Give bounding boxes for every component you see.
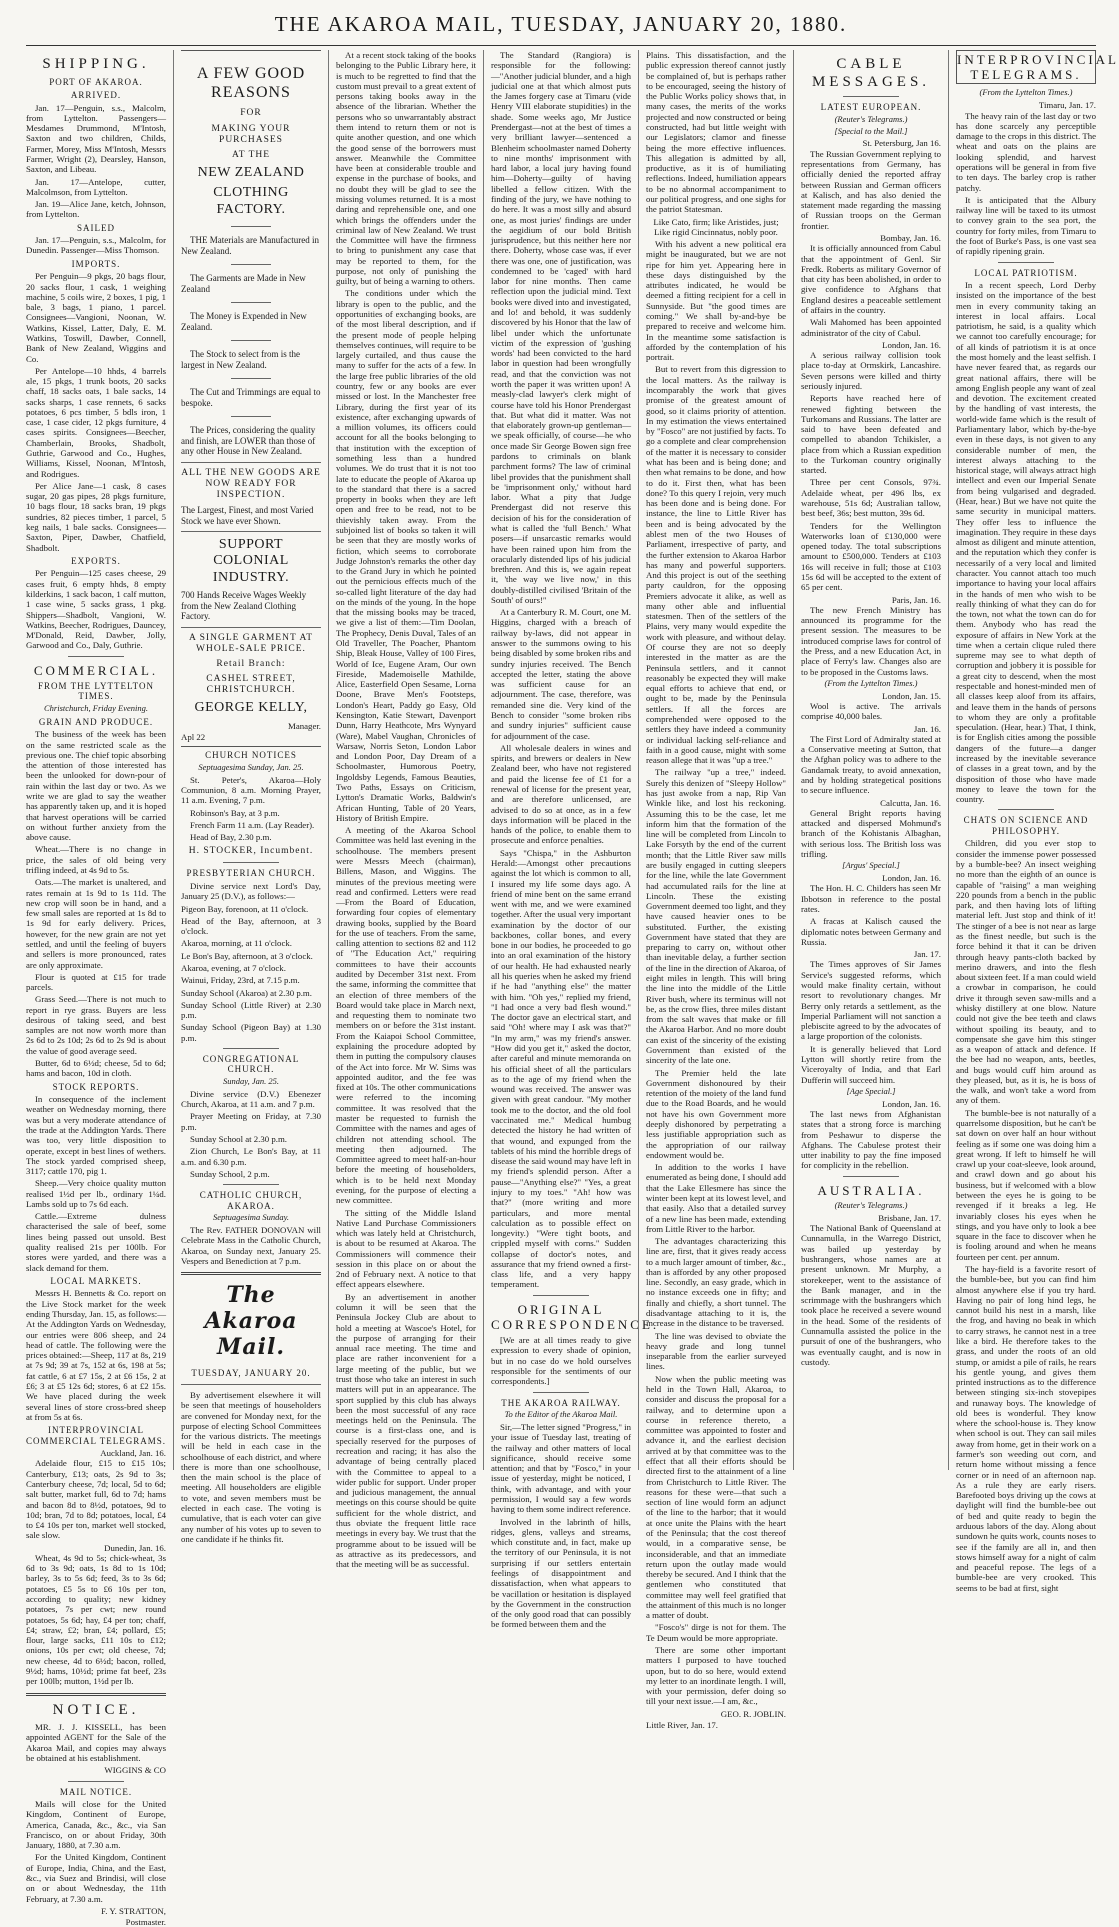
ad-reason: The Cut and Trimmings are equal to bespoke. [181, 387, 321, 408]
church-date: Septuagesima Sunday. [212, 1212, 290, 1223]
cable-paragraph: Three per cent Consols, 97¾. Adelaide wheat, per 496 lbs, ex warehouse, 51s 6d; Australian tallow, best beef, 36s; best mutton, 39s 6d. [801, 477, 941, 519]
stock-heading: STOCK REPORTS. [52, 1081, 140, 1092]
divider [223, 1048, 279, 1049]
newspaper-flag: The Akaroa Mail. [204, 1282, 298, 1360]
divider [843, 1176, 899, 1177]
local-patriotism-heading: LOCAL PATRIOTISM. [974, 267, 1078, 278]
mail-paragraph: Mails will close for the United Kingdom, Continent of Europe, America, Canada, &c., &c., via San Francisco, on or about Friday, 30th January, 1880, at 7.30 a.m. [26, 1799, 166, 1851]
masthead: THE AKAROA MAIL, TUESDAY, JANUARY 20, 1880. [26, 12, 1096, 46]
presbyterian-heading: PRESBYTERIAN CHURCH. [186, 868, 316, 879]
ad-goods: ALL THE NEW GOODS ARE NOW READY FOR INSPECTION. [181, 467, 321, 500]
ad-manager-name: GEORGE KELLY, [194, 700, 308, 716]
dateline: Jan. 16. [913, 723, 941, 734]
ad-goods-text: The Largest, Finest, and most Varied Stock we have ever Shown. [181, 505, 314, 526]
article-paragraph: Children, did you ever stop to consider the immense power possessed by a bumble-bee? An insect weighing no more than the eighth of an ounce is capable of "raising" a man weighing 220 pounds from a bench in the public park, and then having lots of lifting material left. Just stop and think of it! The stinger of a bee is not near as large as the finest needle, but such is the force behind it that it can be driven through heavy pants-cloth backed by merino drawers, and into the flesh about sixteen feet. If a man could wield a crowbar in comparison, he could drive it through seven saw-mills and a whisky distillery at one blow. Nature could not give the bee teeth and claws without spoiling its beauty, and to compensate she gave him this stinger as a weapon of attack and defence. If the bee had no weapon, ants, beetles, and bugs would cuff him around as they pleased, but, as it is, he is boss of the walk, and won't take a word from any of them. [956, 838, 1096, 1106]
notice-signature: WIGGINS & CO [104, 1765, 166, 1776]
article-paragraph: The sitting of the Middle Island Native Land Purchase Commissioners which was lately held at Christchurch, is about to be resumed at Akaroa. The Commissioners will commence their session in this place on or about the 2nd of February next. A notice to that effect appears elsewhere. [336, 1207, 476, 1290]
letter-paragraph: With his advent a new political era might be inaugurated, but we are not ripe for him yet. Appearing here in these days distinguished by the attributes indicated, he would be deemed a fitting recipient for a cell in Sunnyside. But "the good times are coming." We shall by-and-bye be prepared to receive and welcome him. In the meantime some satisfaction is afforded by the contemplation of his portrait. [646, 239, 786, 363]
postmaster-title: Postmaster. [125, 1917, 166, 1927]
church-entry: Head of the Bay, afternoon, at 3 o'clock. [181, 915, 321, 937]
article-paragraph: All wholesale dealers in wines and spirits, and brewers or dealers in New Zealand beer, who have not registered and paid the license fee of £1 for a renewal of license for the present year, and are therefore unlicensed, are advised to do so at once, as in a few days information will be placed in the hands of the police, to enable them to prosecute and enforce penalties. [491, 742, 631, 846]
ad-text: FOR [240, 108, 262, 119]
commercial-dateline: Christchurch, Friday Evening. [43, 702, 149, 713]
church-date: Septuagesima Sunday, Jan. 25. [198, 761, 304, 772]
dateline: London, Jan. 15. [882, 690, 941, 701]
column-6 [793, 50, 948, 1470]
cable-paragraph: The Russian Government replying to representations from Germany, has officially denied the reported affray between Russian and German officers at Kalisch, and has also denied the statement made regarding the massing of Russian troops on the German frontier. [801, 148, 941, 231]
local-markets-paragraph: Messrs H. Bennetts & Co. report on the Live Stock market for the week ending Thursday, Jan. 15, as follows:—At the Addington Yards on Wednesday, our entries were 806 sheep, and 24 head of cattle. The following were the prices obtained:—Sheep, 117 at 8s, 219 at 7s 9d; 39 at 7s, 152 at 6s, 198 at 5s; fat cattle, 6 at £7 15s, 2 at £6 15s, 2 at £6; 3 at £5 12s 6d; stores, 6 at £2 15s. We have placed during the week several lines of store cross-bred sheep at from 5s at 6s. [26, 1288, 166, 1422]
divider [998, 809, 1054, 810]
dateline: Dunedin, Jan. 16. [104, 1542, 166, 1553]
article-paragraph: The conditions under which the library is open to the public, and the opportunities of exchanging books, are of the most liberal description, and if the present mode of people helping themselves continues, will require to be largely curtailed, and thus cause the many to suffer for the acts of a few. In the large free public libraries of the old country, few or any books are ever missed or lost. In the Manchester free Library, during the first year of its existence, after exchanging upwards of a million volumes, its officers could account for all the books belonging to that institution with the exception of something less than a hundred volumes. We do trust that it is not too late to educate the people of Akaroa up to the standard that there is a sacred property in books when they are left open and free to be read, not to be thievishly taken away. From the subjoined list of books so taken it will be seen that they are mostly works of fiction, which seems to corroborate Judge Johnston's remarks the other day to the Grand Jury in which he pointed out the pernicious effects much of the so-called light literature of the day had on the minds of the young. In the hope that the missing books may be traced, we give a list of them:—Tim Doolan, The Prophecy, Denis Duval, Tales of an Old Traveller, The Poacher, Phantom Ship, Bleak House, Valley of 100 Fires, World of Ice, Eugene Aram, Our own Fireside, Mademoiselle Mathilde, Alice, Easterfield Open Sesame, Lorna Doone, Brave Men's Footsteps, London's Heart, Paddy go Easy, Old Kensington, Katie Stewart, Davenport Dunn, Harry Heathcote, Mrs Wynyard (Ware), Mabel Vaughan, Chronicles of Warsaw, Norris Seton, London Labor and London Poor, Day Dream of a Schoolmaster, Humorous Poetry, Ingoldsby Legends, Famous Beauties, Two Paths, Essays on Criticism, Lytton's Dramatic Works, Baldwin's African Hunting, Table of 20 Years, History of British Empire. [336, 288, 476, 823]
ad-single: A SINGLE GARMENT AT WHOLE-SALE PRICE. [188, 632, 314, 654]
divider [68, 656, 124, 657]
church-entry: Sunday School (Little River) at 2.30 p.m. [181, 999, 321, 1021]
divider [231, 226, 271, 227]
telegram-paragraph: It is anticipated that the Albury railway line will be taxed to its utmost to convey grain to the sea port, the country for forty miles, from Timaru to the foot of Burke's Pass, is one vast sea of rapidly ripening grain. [956, 194, 1096, 257]
letter-paragraph: The railway "up a tree," indeed. Surely this denizen of "Sleepy Hollow" has just awoke from a nap, Rip Van Winkle like, and lost his reckoning. Assuming this to be the case, let me inform him that the formation of the line will be completed from Lincoln to Lake Forsyth by the end of the current month; that the Little River saw mills are busily engaged in cutting sleepers for the line, while the late Government had accumulated rails for the line at Lincoln. These the existing Government deemed too light, and they have caused heavier ones to be substituted. Further, the existing Government have stated that they are preparing to carry on, without other than inevitable delay, a further section of the line in the direction of Akaroa, of eight miles in length. This will bring the line into the middle of the Little River bush, where its terminus will not be, as the crow flies, three miles distant from the salt waves that make or fill the Akaroa Harbor. And no more doubt can exist of the sincerity of the existing Government than existed of the sincerity of the late one. [646, 767, 786, 1066]
grain-paragraph: Butter, 6d to 6½d; cheese, 5d to 6d; hams and bacon, 10d in cloth. [26, 1058, 166, 1079]
double-rule [181, 1272, 321, 1275]
column-5 [638, 50, 793, 1730]
divider [998, 262, 1054, 263]
ad-reason: The Garments are Made in New Zealand [181, 273, 306, 294]
port-heading: PORT OF AKAROA. [49, 76, 143, 87]
cable-paragraph: The National Bank of Queensland at Cunnamulla, in the Warrego District, was bailed up yesterday by bushrangers, whose names are at present unknown. Mr Murphy, a storekeeper, went to the assistance of the Bank manager, and in the scrimmage with the bushrangers which took place he received a severe wound in the head. Some of the residents of Cunnamulla assisted the police in the pursuit of one of the bushrangers, who was eventually caught, and is now in custody. [801, 1223, 941, 1367]
ad-hands: 700 Hands Receive Wages Weekly from the New Zealand Clothing Factory. [181, 590, 307, 622]
dateline: Paris, Jan. 16. [891, 594, 941, 605]
letter-paragraph: Now when the public meeting was held in the Town Hall, Akaroa, to consider and discuss the proposal for a railway, and to determine upon a course in reference thereto, a committee was appointed to foster and advance it, and the earliest decision arrived at by that committee was to the effect that all their efforts should be directed first to the attainment of a line from Christchurch to Little River. The reasons for these were—that such a section of line would form an adjunct of the line to the harbor; that it would at once unite the Plains with the heart of the Peninsula; that the cost thereof would, in a comparative sense, be inconsiderable, and that an immediate return upon the outlay made would thereby be secured. And I think that the gentlemen who constituted that committee may well feel gratified that the attainment of this much is no longer a matter of doubt. [646, 1373, 786, 1621]
ad-support: SUPPORT COLONIAL INDUSTRY. [212, 537, 290, 585]
cable-paragraph: It is generally believed that Lord Lytton will shortly retire from the Viceroyalty of India, and that Earl Dufferin will succeed him. [801, 1043, 941, 1085]
correspondence-heading: ORIGINAL CORRESPONDENCE. [491, 1301, 660, 1332]
church-entry: Divine service next Lord's Day, January 25 (D.V.), as follows:— [181, 880, 321, 902]
cable-paragraph: A fracas at Kalisch caused the diplomatic notes between Germany and Russia. [801, 916, 941, 947]
ad-text: MAKING YOUR PURCHASES [211, 123, 291, 145]
divider [223, 862, 279, 863]
dateline: London, Jan. 16. [882, 873, 941, 884]
interprovincial-commercial-heading: INTERPROVINCIAL COMMERCIAL TELEGRAMS. [26, 1425, 167, 1446]
notice-heading: NOTICE. [52, 1701, 140, 1718]
divider [231, 378, 271, 379]
church-entry: Le Bon's Bay, afternoon, at 3 o'clock. [181, 950, 313, 961]
church-entry: Akaroa, morning, at 11 o'clock. [181, 938, 292, 949]
church-entry: The Rev. FATHER DONOVAN will Celebrate Mass in the Catholic Church, Akaroa, on Sunday next, January 25. Vespers and Benediction at 7 p.m. [181, 1225, 321, 1266]
letter-paragraph: Involved in the labrinth of hills, ridges, glens, valleys and streams, which constitute and, in fact, make up the territory of our Peninsula, it is not surprising if our settlers entertain feelings of disappointment and dissatisfaction, when what appears to be vacillation or hesitation is displayed by the Government in the construction of the only good road that can possibly be formed between them and the [491, 1516, 631, 1630]
import-entry: Per Alice Jane—1 cask, 8 cases sugar, 20 gas pipes, 28 pkgs furniture, 10 bags flour, 18 sacks bran, 19 pkgs sundries, 82 pieces timber, 1 parcel, 5 keg nails, 1 bale sacks. Consignees—Saxton, Piper, Dawber, Chatfield, Shadbolt. [26, 480, 166, 553]
church-notices-heading: CHURCH NOTICES [205, 750, 297, 761]
column-2 [173, 50, 328, 1544]
source-line: (From the Lyttelton Times.) [824, 677, 918, 688]
cable-paragraph: Wali Mahomed has been appointed administrator of the city of Cabul. [801, 317, 941, 338]
grain-paragraph: Oats.—The market is unaltered, and rates remain at 1s 9d to 1s 11d. The new crop will soon be in hand, and a few small sales are reported at 1s 8d to 1s 9d for early delivery. Prices, however, for the new grain are not yet settled, and until the feeling of buyers and sellers is more pronounced, rates are only approximate. [26, 877, 166, 970]
church-entry: Zion Church, Le Bon's Bay, at 11 a.m. and 6.30 p.m. [181, 1146, 321, 1167]
article-paragraph: At a recent stock taking of the books belonging to the Public Library here, it is much to be regretted to find that the custom must prevail to a great extent of persons taking books away in the absence of the librarian. Whether the persons who so unwarrantably abstract them intend to return them or not is quite another question, and one which the good sense of the borrowers must answer. Meanwhile the Committee have been at considerable trouble and expense in the purchase of books, and no doubt they will be glad to see the missing volumes returned. It is a most daring and reprehensible one, and one which brings the offenders under the criminal law of New Zealand. We trust the Committee will have the firmness to bring to punishment any case that may be reported to them, for the purpose, not only of punishing the guilty, but of being a warning to others. [336, 50, 476, 287]
catholic-heading: CATHOLIC CHURCH, AKAROA. [199, 1190, 303, 1211]
church-entry: Sunday School at 2.30 p.m. [190, 1134, 288, 1145]
article-paragraph: The Standard (Rangiora) is responsible for the following:—"Another judicial blunder, and a high judicial one at that which almost puts the James forgery case at Timaru (vide Henry VIII elaborate stupidities) in the shade. Some weeks ago, Mr Justice Prendergast—not at the best of times a very brilliant lawyer—sentenced a Blenheim schoolmaster named Doherty to nine months' imprisonment with hard labor, a local jury having found him—Doherty—guilty of having libelled a fellow citizen. With the finding of the jury, we have nothing to do here. It was a most silly and absurd one, as most juries' findings are under the aegidium of our bold British jurisprudence, but this neither here nor there. Doherty, whose case was, if ever there was one, one of justification, was condemned to be 'caged' with hard labor for nine months. Then came reflection upon the judicial mind. Text books were dived into and investigated, and lo! and behold, it was suddenly discovered by his Honor that the law of libel under which the unfortunate victim of the expression of 'gushing words' had been convicted to the hard labor in question had been wrongfully read, and that the conviction was not worth the paper it was written upon! A measly-clad lawyer's clerk might of course have told his Honor Prendergast that. But what did it matter. Was not that elaborately grown-up gentleman—we speak officially, of course—he who once made Sir George Bowen sign free pardons to criminals on blank parchment forms? The law of criminal libel provides that the punishment shall be 'imprisonment only,' without hard labor. What a pity that Judge Prendergast did not reserve this decision of his for the consideration of what is called the 'full Bench.' What posers—if unsarcastic remarks would have been rained upon him from the oracularly distended lips of his judicial brethren. And this is, we again repeat it, 'the way we live now,' in this doubly-distilled civilised 'Britain of the South' of ours!" [491, 50, 631, 605]
dateline: Calcutta, Jan. 16. [880, 797, 941, 808]
dateline: Bombay, Jan. 16. [880, 233, 941, 244]
export-entry: Per Penguin—125 cases cheese, 29 cases fruit, 6 empty hhds, 8 empty kilderkins, 1 sack bacon, 1 calf mutton, 1 case wine, 5 sacks grass, 1 pkg. Shippers—Shadbolt, Vangioni, W. Watkins, Beecher, Rodrigues, Dauncey, M'Donald, Reid, Dawber, Jolly, Garwood and Co., Daly, Guthrie. [26, 568, 166, 651]
ad-reason: The Prices, considering the quality and finish, are LOWER than those of any other House in New Zealand. [181, 425, 316, 457]
leader-paragraph: By advertisement elsewhere it will be seen that meetings of householders are convened for Monday next, for the purpose of electing School Committees for the various districts. The meetings will be held in each case in the schoolhouse of each district, and where there is more than one schoolhouse, then the main school is the place of meeting. All householders are eligible to vote, and seven members must be elected in each case. The voting is cumulative, that is each voter can give any number of his votes up to seven to one candidate if he thinks fit. [181, 1389, 321, 1544]
grain-heading: GRAIN AND PRODUCE. [38, 716, 154, 727]
letter-paragraph: Sir,—The letter signed "Progress," in your issue of Tuesday last, treating of the railway and other matters of local significance, should receive some attention; and that by "Fosco," in your issue of yesterday, might be noticed, I think, with advantage, and with your permission, I would say a few words having to them some indirect reference. [491, 1422, 631, 1515]
ad-date: Apl 22 [181, 731, 206, 742]
cable-paragraph: The last news from Afghanistan states that a strong force is marching from Peshawur to disperse the Afghans. The Cabulese protest their utter inability to pay the fine imposed for complicity in the rebellion. [801, 1109, 941, 1171]
edition-date: TUESDAY, JANUARY 20. [191, 1368, 311, 1379]
mail-paragraph: For the United Kingdom, Continent of Europe, India, China, and the East, &c., via Suez and Brindisi, will close on or about Wednesday, the 11th February, at 7.30 a.m. [26, 1852, 166, 1904]
divider [181, 1384, 321, 1385]
church-entry: French Farm 11 a.m. (Lay Reader). [190, 819, 315, 830]
cable-paragraph: The Hon. H. C. Childers has seen Mr Ibbotson in reference to the postal rates. [801, 883, 941, 915]
divider [68, 1781, 124, 1782]
postmaster-name: F. Y. STRATTON, [101, 1905, 166, 1916]
divider [231, 264, 271, 265]
double-rule [26, 1693, 166, 1696]
ad-reason: The Money is Expended in New Zealand. [181, 311, 307, 332]
letter-paragraph: The Premier held the late Government dishonoured by their retention of the moiety of the land fund due to the Road Boards, and he would not have his own Government more deeply dishonored by perpetrating a less justifiable appropriation such as the appropriation of our railway endowment would be. [646, 1067, 786, 1160]
arrived-label: ARRIVED. [70, 90, 122, 101]
letter-paragraph: But to revert from this digression to the local matters. As the railway is incomparably the work that gives promise of the greatest amount of good, so it claims priority of attention. In my estimation the views entertained by "Fosco" are not justified by facts. To go a complete and clear comprehension of the matter it is necessary to consider what has been and is being done; and then what remains to be done, and how to do it. First then, what has been done? To this query I rejoin, very much has been done and is being done. For instance, the line to Little River has been and is being advocated by the ablest men of the two Houses of Parliament, irrespective of party, and the further extension to Akaroa Harbor has many and powerful supporters. And this project is out of the seething party cauldron, for the opposing Premiers advocate it alike, as well as many other able and influential statesmen. Then of the settlers of the Plains, very many would expedite the work with pleasure, and without delay. Of course they are not so deeply interested in the matter as are the Peninsula settlers, and it cannot reasonably be expected they will make equal efforts to achieve that end, or ought to be, made by the Peninsula settlers. If all the forces are comprehended were opposed to the settlers they have indeed a community or individual lacking self-reliance and faith in a good cause, might with some reason allege that it was "up a tree." [646, 364, 786, 766]
grain-paragraph: Wheat.—There is no change in price, the sales of old being very trifling indeed, at 4s 9d to 5s. [26, 844, 166, 875]
divider [231, 302, 271, 303]
import-entry: Per Penguin—9 pkgs, 20 bags flour, 20 sacks flour, 1 cask, 1 weighing machine, 5 coils wire, 2 boxes, 1 pig, 1 bale, 3 bags, 1 piano, 1 parcel. Consignees—Vangioni, Noonan, W. Watkins, Kissel, Latter, Daly, E. M. Watkins, Toswill, Dawber, Connell, Bank of New Zealand, Wiggins and Co. [26, 271, 166, 364]
church-entry: Prayer Meeting on Friday, at 7.30 p.m. [181, 1111, 321, 1132]
import-entry: Per Antelope—10 hhds, 4 barrels ale, 15 pkgs, 1 trunk boots, 20 sacks chaff, 18 sacks oats, 1 bale sacks, 14 sacks sharps, 1 case rennets, 6 sacks potatoes, 6 pcs timber, 5 bdls iron, 1 case, 1 case cider, 12 pkgs furniture, 4 cases spirits. Consignees—Beecher, Chamberlain, Brooks, Shadbolt, Guthrie, Garwood and Co., Hughes, Williams, Kissel, Noonan, M'Intosh, and Rodrigues. [26, 365, 166, 479]
church-entry: Wainui, Friday, 23rd, at 7.15 p.m. [181, 975, 300, 986]
church-entry: Sunday School (Akaroa) at 2.30 p.m. [181, 987, 312, 998]
church-entry: St. Peter's, Akaroa—Holy Communion, 8 a.m. Morning Prayer, 11 a.m. Evening, 7 p.m. [181, 774, 321, 806]
congregational-heading: CONGREGATIONAL CHURCH. [202, 1053, 300, 1075]
cable-paragraph: Reports have reached here of renewed fighting between the Turkomans and Russians. The latter are said to have been defeated and compelled to abandon Tchikisler, a place from which a Russian expedition to the Turkoman country originally started. [801, 393, 941, 476]
interprovincial-heading: INTERPROVINCIAL TELEGRAMS. [956, 50, 1096, 84]
arrival-entry: Jan. 17—Penguin, s.s., Malcolm, from Lyttelton. Passengers—Mesdames Drummond, M'Intosh, Saxton and two children, Childs, Farmer, Morey, Miss M'Intosh, Messrs Farmer, Wright (2), Dearsley, Hanson, Saxton, and Libeau. [26, 102, 166, 175]
columns [26, 50, 1119, 1927]
latest-european: LATEST EUROPEAN. [820, 102, 922, 113]
mail-notice-heading: MAIL NOTICE. [59, 1786, 133, 1797]
dateline: Jan. 17. [913, 949, 941, 960]
church-entry: Sunday School (Pigeon Bay) at 1.30 p.m. [181, 1022, 321, 1043]
letter-paragraph: The advantages characterizing this line are, first, that it gives ready access to a much larger amount of timber, &c., than is afforded by any other proposed line. Secondly, an easy grade, which in no instance exceeds one in fifty; and finally and chiefly, a short tunnel. The disadvantage attaching to it is, the increase in the distance to be traversed. [646, 1236, 786, 1329]
dateline: Timaru, Jan. 17. [1038, 100, 1096, 111]
ad-manager-title: Manager. [288, 720, 321, 731]
dateline: London, Jan. 16. [882, 339, 941, 350]
letter-paragraph: "Fosco's" dirge is not for them. The Te Deum would be more appropriate. [646, 1622, 786, 1643]
notice-paragraph: MR. J. J. KISSELL, has been appointed AGENT for the Sale of the Akaroa Mail, and copies may always be obtained at his establishment. [26, 1722, 166, 1763]
church-entry: Akaroa, evening, at 7 o'clock. [181, 962, 286, 973]
church-entry: Robinson's Bay, at 3 p.m. [190, 807, 280, 818]
divider [181, 462, 321, 463]
sailed-label: SAILED [77, 222, 115, 233]
stock-paragraph: Cattle.—Extreme dulness characterised the sale of beef, some lines being passed out unsold. Best quality realised 21s per 100lb. For stores were yarded, and there was a slack demand for them. [26, 1211, 166, 1273]
article-paragraph: By an advertisement in another column it will be seen that the Peninsula Jockey Club are about to hold a meeting at Wascoe's Hotel, for the purpose of arranging for their annual race meeting. The time and place are rather inconvenient for a large meeting of the public, but we trust those who take an interest in such matters will put in an appearance. The sport supplied by this club has always been the most successful of any race meetings held on the Peninsula. The course is a first-class one, and is specially reserved for the purposes of recreation and racing; it has also the advantage of being centrally placed with the Committee to appeal to a wider public for support. Under proper and judicious management, the annual meetings on this course should be quite sufficient for the whole district, and thus obviate the frequent little race meetings in every bay. We trust that the programme about to be issued will be as attractive as its predecessors, and that the meeting will be as successful. [336, 1291, 476, 1570]
grain-paragraph: Flour is quoted at £15 for trade parcels. [26, 971, 166, 993]
local-markets-heading: LOCAL MARKETS. [50, 1275, 142, 1286]
letter-signature: GEO. R. JOBLIN. [720, 1708, 786, 1719]
ad-title: A FEW GOOD REASONS [196, 65, 306, 101]
dateline: Brisbane, Jan. 17. [878, 1212, 941, 1223]
cable-paragraph: It is officially announced from Cabul that the appointment of Genl. Sir Fredk. Roberts as military Governor of that city has been abolished, in order to give confidence to Afghans that England desires a peaceable settlement of affairs in the country. [801, 243, 941, 315]
article-paragraph: The bumble-bee is not naturally of a quarrelsome disposition, but he can't be sat down on over half an hour without feeling as if some one was doing him a great wrong. If left to himself he will crawl up your coat-sleeve, look around, and crawl down and go about his business, but if welcomed with a blow between the eyes he is going to be revenged if it breaks a leg. He invariably closes his eyes when he stings, and you have only to look a bee square in the face to discover when he is fooling around and when he means fourteen per cent. per annum. [956, 1107, 1096, 1262]
source-line: (From the Lyttelton Times.) [979, 87, 1073, 98]
imports-label: IMPORTS. [71, 258, 121, 269]
divider [231, 416, 271, 417]
source-line: [Age Special.] [846, 1085, 896, 1096]
divider [181, 531, 321, 532]
column-7 [948, 50, 1119, 1593]
church-entry: Head of Bay, 2.30 p.m. [190, 832, 272, 843]
letter-quote: Like Cato, firm; like Aristides, just; Like rigid Cincinnatus, nobly poor. [653, 216, 779, 237]
letter-paragraph: The line was devised to obviate the heavy grade and long tunnel inseparable from the earlier surveyed lines. [646, 1330, 786, 1372]
clothing-factory-ad [181, 50, 321, 747]
cable-paragraph: General Bright reports having attacked and dispersed Mohmund's branch of the Kohistanis Albaghan, with serious loss. The British loss was trifling. [801, 807, 941, 859]
commercial-source: FROM THE LYTTELTON TIMES. [38, 680, 154, 702]
arrival-entry: Jan. 19—Alice Jane, ketch, Johnson, from Lyttelton. [26, 199, 166, 220]
cable-paragraph: Wool is active. The arrivals comprise 40,000 bales. [801, 701, 941, 722]
article-paragraph: At a Canterbury R. M. Court, one M. Higgins, charged with a breach of railway by-laws, did not appear in answer to the summons owing to his being disabled by some broken ribs and sundry injuries received. The Bench accepted the letter, stating the above was sufficient cause for an adjournment. The case, therefore, was remanded sine die. Very kind of the Bench to consider "some broken ribs and sundry injuries" sufficient cause for adjournment of the case. [491, 607, 631, 741]
sailed-entry: Jan. 17—Penguin, s.s., Malcolm, for Dunedin. Passenger—Miss Thomson. [26, 235, 166, 256]
cable-paragraph: A serious railway collision took place to-day at Ormskirk, Lancashire. Seven persons were killed and thirty seriously injured. [801, 350, 941, 391]
article-paragraph: The hay-field is a favorite resort of the bumble-bee, but you can find him almost anywhere else if you try hard. Having no pair of long hind legs, he cannot build his nest in a marsh, like the frog, and having no beak in which to carry straws, he cannot nest in a tree like a bird. He therefore takes to the grass, and under the roots of an old stump, or amidst a pile of rails, he rears his gentle young, and gives them printed instructions as to the difference between stinging six-inch stovepipes and runaway boys. The knowledge of old bees is wonderful. They know where the school-house is. They know when school is out. They can sail miles away from home, get in their work on a farmer's son weeding out corn, and return home without missing a fence corner or in need of an afternoon nap. As a rule they are early risers. Barefooted boys driving up the cows at daylight will find the bumble-bee out of bed and quite ready to begin the arduous labors of the day. Along about sundown he quits work, counts noses to see if the family are all in, and then stows himself away for a night of calm and peaceful repose. The legs of a bumble-bee are very crooked. This seems to be bad at first, sight [956, 1263, 1097, 1593]
cable-heading: CABLE MESSAGES. [811, 56, 931, 90]
church-entry: Divine service (D.V.) Ebenezer Church, Akaroa, at 11 a.m. and 7 p.m. [181, 1088, 321, 1110]
divider [843, 96, 899, 97]
editorial-note: [We are at all times ready to give expression to every shade of opinion, but in no case do we hold ourselves responsible for the sentiments of our correspondents.] [491, 1335, 631, 1387]
divider [533, 1295, 589, 1296]
market-paragraph: Adelaide flour, £15 to £15 10s; Canterbury, £13; oats, 2s 9d to 3s; Canterbury cheese, 7d; local, 5d to 6d; salt butter, market full, 6d to 7d; hams and bacon 8d to 8½d, potatoes, 9d to 10d; bran, 7d to 8d; potatoes, local, £4 to £4 10s per ton, market well stocked, sale slow. [26, 1458, 166, 1541]
divider [231, 340, 271, 341]
source-line: [Special to the Mail.] [834, 125, 908, 136]
dateline: St. Petersburg, Jan 16. [862, 138, 941, 149]
church-entry: Sunday School, 2 p.m. [190, 1168, 270, 1179]
letter-paragraph: Plains. This dissatisfaction, and the public expression thereof cannot justly be complained of, but is perhaps rather to be encouraged, seeing the history of the Public Works policy shows that, in many cases, the merits of the works projected and now constructed or being constructed, had but little weight with our Legislators; clamor and finesse being the more effective influences. This allegation is admitted by all, productive, as it is of humiliating reflections. Indeed, humiliation appears to be no abnormal accompaniment to our political progress, and one sighs for the patriot Statesman. [646, 50, 786, 215]
cable-paragraph: Tenders for the Wellington Waterworks loan of £130,000 were opened today. The total subscriptions amount to £500,000. Tenders at £103 16s will receive in full; those at £103 15s 6d will be accepted to the extent of 65 per cent. [801, 520, 941, 593]
dateline: London, Jan. 16. [882, 1098, 941, 1109]
grain-paragraph: The business of the week has been on the same restricted scale as the previous one. The chief topic absorbing the attention of those interested has been the unlooked for down-pour of rain within the last day or two. As we write we are glad to say the weather has apparently taken up, and it is hoped that harvest operations will be carried on without further anxiety from the above cause. [26, 729, 166, 843]
church-entry: Pigeon Bay, forenoon, at 11 o'clock. [181, 903, 309, 914]
cable-paragraph: The First Lord of Admiralty stated at a Conservative meeting at Sutton, that the Afghan policy was to adhere to the Gandamak treaty, to avoid annexation, and by holding strategetical positions to secure influence. [801, 733, 941, 796]
market-paragraph: Wheat, 4s 9d to 5s; chick-wheat, 3s 6d to 3s 9d; oats, 1s 8d to 1s 10d; barley, 3s to 5s 6d; feed, 3s to 3s 6d; potatoes, £5 5s to £6 10s per ton, according to quality; new kidney potatoes, 7s per cwt; new round potatoes, 5s 6d; hay, £4 per ton; chaff, £4; straw, £2; bran, £4; pollard, £5; flour, large sacks, £11 10s to £12; onions, 10s per cwt; old cheese, 7d; new cheese, 4d to 6½d; bacon, rolled, 9½d; hams, 10½d; prime fat beef, 23s per 100lb; mutton, 1½d per lb. [26, 1552, 166, 1687]
ad-name: CLOTHING FACTORY. [213, 185, 289, 217]
ad-reason: The Stock to select from is the largest in New Zealand. [181, 349, 300, 370]
ad-text: AT THE [231, 149, 271, 160]
railway-heading: THE AKAROA RAILWAY. [501, 1397, 621, 1408]
stock-paragraph: Sheep.—Very choice quality mutton realised 1½d per lb., ordinary 1¼d. Lambs sold up to 7s 6d each. [26, 1178, 166, 1209]
chats-heading: CHATS ON SCIENCE AND PHILOSOPHY. [963, 815, 1089, 836]
divider [223, 1184, 279, 1185]
letter-place: Little River, Jan. 17. [646, 1720, 718, 1730]
australia-heading: AUSTRALIA. [817, 1182, 925, 1198]
church-date: Sunday, Jan. 25. [223, 1075, 279, 1086]
source-line: (Reuter's Telegrams.) [834, 1199, 908, 1210]
telegram-paragraph: The heavy rain of the last day or two has done scarcely any perceptible damage to the crops in this district. The wheat and oats on the plains are looking splendid, and harvest operations will be general in from five to ten days. The barley crop is rather patchy. [956, 110, 1096, 193]
column-4 [483, 50, 660, 1630]
ad-name: NEW ZEALAND [197, 164, 305, 180]
divider [181, 627, 321, 628]
arrival-entry: Jan. 17—Antelope, cutter, Malcolmson, from Lyttelton. [26, 176, 166, 197]
shipping-heading: SHIPPING. [42, 56, 150, 72]
grain-paragraph: Grass Seed.—There is not much to report in rye grass. Buyers are less desirous of taking seed, and best samples are not now worth more than 2s 6d to 2s 10d; 2s 6d to 2s 9d is about the value of good average seed. [26, 994, 166, 1056]
ad-reason: THE Materials are Manufactured in New Zealand. [181, 235, 319, 256]
source-line: (Reuter's Telegrams.) [834, 113, 908, 124]
commercial-heading: COMMERCIAL. [33, 662, 159, 678]
ad-retail: Retail Branch: [216, 658, 286, 669]
cable-paragraph: The Times approves of Sir James Service's suggested reforms, which would make finality certain, without resort to revolutionary changes. Mr Berry only retards a settlement, as the Imperial Parliament will not sanction a plebiscite agreed to by the advocates of a large proportion of the colonists. [801, 959, 941, 1042]
article-paragraph: In a recent speech, Lord Derby insisted on the importance of the best men in every community taking an interest in local affairs. Local patriotism, he said, is a quality which we cannot too carefully encourage; for of all kinds of patriotism it is at once the most homely and the least selfish. I have never feared that, as regards our great national affairs, there will be among English people any want of zeal and devotion. The excitement created by the handling of vast interests, the world-wide fame which is the result of Parliamentary labor, which by-the-bye even in these days, is not given to any considerable number of men, the interest always attaching to the historical stage, will always attract high intellect and even our Imperial Senate from being vulgarised and degraded. (Hear, hear.) But we have not quite the same security in municipal matters. They offer less to influence the imagination. They require in these days almost as diligent and minute attention, and the reputation which they confer is necessarily of a very local and limited character. You cannot attach too much importance to having your local affairs in the hands of men who wish to be really thinking of what they can do for the town, not what the town can do for them. Anybody who has read the exposure of affairs in New York at the time when a certain clique ruled there supreme may see to what depth of corruption and jobbery it is possible for a great city to descend, when the most respectable and honest-minded men of all classes keep aloof from its affairs, and leave them in the hands of persons to whom they are only a profitable speculation. (Hear, hear.) That, I think, is for English cities among the possible dangers of the future—a danger increased by the inevitable severance of classes in a great town, and by the disposition of those who have made money to leave the town for the country. [956, 280, 1096, 805]
article-paragraph: Says "Chispa," in the Ashburton Herald:—Amongst other precautions against the lot which is common to all, I insured my life some days ago. A friend of mine bent on the same errand went with me, and we were examined together. After the usual very important examination by the doctor of our backbones, collar bones, and every bone in our bodies, he proceeded to go into an oral examination of the history of our health. He had exhausted nearly all his queries when he asked my friend if he had "anything else" the matter with him. "Oh yes," replied my friend, "I had once a very bad flesh wound." The doctor gave an electrical start, and said "Oh! where may I ask was that?" "In my arm," was my friend's answer. "How did you get it," asked the doctor, after careful and minute memoranda on his official sheet of all the particulars as to the age of my friend when the wound was received. The answer was given with great candour. "My mother took me to the doctor, and the old fool vaccinated me." Medical humbug detected the history he had written of that wound, and expunged from the tablets of his mind the horrible dregs of disease the said wound may have left in my friend's splendid person. After a pause—"Anything else?" "Yes, a great injury to my toes." "Ah! how was that?" (more writing and more particulars, and more mental calculation as to possible effect on longevity.) "Were tight boots, and crippled myself with corns." Sudden collapse of doctor's notes, and assurance that my friend owned a first-class life, and a very happy temperament. [491, 847, 631, 1290]
divider [533, 1392, 589, 1393]
source-line: [Argus' Special.] [842, 860, 900, 871]
stock-paragraph: In consequence of the inclement weather on Wednesday morning, there was but a very moderate attendance of the trade at the Addington Yards. There was too, very little disposition to operate, except in best lines of wethers. The stock yarded comprised sheep, 3117; cattle 170, pig 1. [26, 1094, 166, 1177]
column-1 [26, 50, 173, 1927]
cable-paragraph: The new French Ministry has announced its programme for the present session. The measures to be introduced comprise laws for control of the Press, and a new Education Act, in place of Ferry's law. Changes also are to be proposed in the Customs laws. [801, 604, 941, 677]
ad-cashel: CASHEL STREET, CHRISTCHURCH. [206, 674, 296, 696]
dateline: Auckland, Jan. 16. [100, 1448, 166, 1459]
church-signature: H. STOCKER, Incumbent. [188, 846, 314, 857]
letter-salutation: To the Editor of the Akaroa Mail. [504, 1409, 618, 1420]
column-3 [328, 50, 483, 1570]
letter-paragraph: There are some other important matters I purposed to have touched upon, but to do so here, would extend my letter to an inordinate length. I will, with your permission, defer doing so till your next issue.—I am, &c., [646, 1645, 786, 1707]
article-paragraph: A meeting of the Akaroa School Committee was held last evening in the schoolhouse. The members present were Messrs Meech (chairman), Billens, Mason, and Wiggins. The minutes of the previous meeting were read and confirmed. Letters were read—From the Board of Education, forwarding four copies of elementary drawing books, supplied by the Board for the use of teachers. From the same, calling attention to sections 82 and 112 of "The Education Act," requiring committees to have their accounts audited by December 31st next. From the same, informing the committee that an election of three members of the Board would take place in March next, and requesting them to nominate two members on or before the 31st instant. From the Kaiapoi School Committee, explaining the procedure adopted by them in putting the compulsory clauses of the Act into force. Mr W. Sims was appointed auditor, and the fee was fixed at 10s. The other communications were referred to the incoming committee. It was resolved that the master be requested to furnish the Committee with the names and ages of children not attending school. The meeting then adjourned. The Committee agreed to meet half-an-hour before the meeting of householders, which is to be held next Monday evening, for the purpose of electing a new committee. [336, 825, 476, 1206]
letter-paragraph: In addition to the works I have enumerated as being done, I should add that the Lake Ellesmere has since the winter been kept at its lowest level, and that easily. Also that a detailed survey of a new line has been made, extending from Little River to the harbor. [646, 1162, 786, 1234]
exports-label: EXPORTS. [71, 555, 121, 566]
